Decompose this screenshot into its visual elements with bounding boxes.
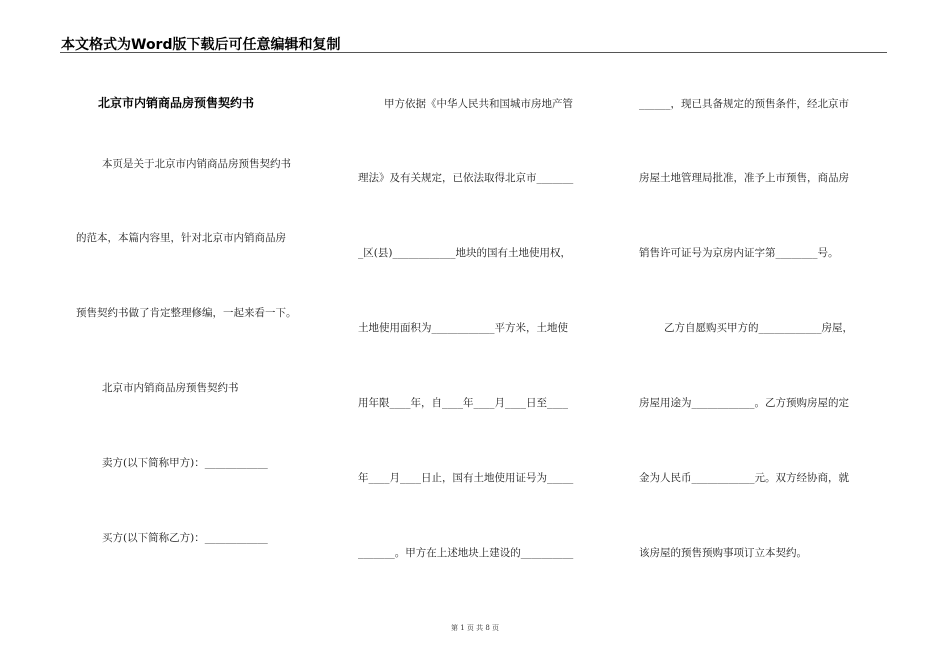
text-line: 本页是关于北京市内销商品房预售契约书 (102, 158, 291, 170)
text-line: 乙方自愿购买甲方的____________房屋， (664, 322, 853, 334)
text-line: 销售许可证号为京房内证字第________号。 (639, 247, 839, 259)
text-line: 的范本，本篇内容里，针对北京市内销商品房 (76, 232, 286, 244)
text-line: 年____月____日止，国有土地使用证号为_____ (358, 472, 574, 484)
text-line: 金为人民币____________元。双方经协商，就 (639, 472, 849, 484)
text-line: 甲方依据《中华人民共和国城市房地产管 (384, 98, 573, 110)
text-line: 土地使用面积为____________平方米，土地使 (358, 322, 568, 334)
buyer-line: 买方(以下简称乙方)：____________ (102, 532, 268, 544)
document-title: 北京市内销商品房预售契约书 (98, 96, 255, 110)
text-line: 该房屋的预售预购事项订立本契约。 (639, 547, 807, 559)
text-line: 房屋土地管理局批准，准予上市预售，商品房 (639, 172, 849, 184)
text-line: ______，现已具备规定的预售条件，经北京市 (639, 98, 849, 110)
page-number: 第 1 页 共 8 页 (450, 624, 500, 632)
section-heading: 北京市内销商品房预售契约书 (102, 382, 239, 394)
seller-line: 卖方(以下简称甲方)：____________ (102, 457, 268, 469)
text-line: 用年限____年，自____年____月____日至____ (358, 397, 568, 409)
header-divider (60, 52, 887, 53)
text-line: _______。甲方在上述地块上建设的__________ (358, 547, 574, 559)
document-banner: 本文格式为Word版下载后可任意编辑和复制 (61, 37, 341, 53)
text-line: 理法》及有关规定，已依法取得北京市_______ (358, 172, 574, 184)
text-line: _区(县)____________地块的国有土地使用权， (358, 247, 571, 259)
text-line: 房屋用途为____________。乙方预购房屋的定 (639, 397, 849, 409)
text-line: 预售契约书做了肯定整理修编，一起来看一下。 (76, 307, 297, 319)
